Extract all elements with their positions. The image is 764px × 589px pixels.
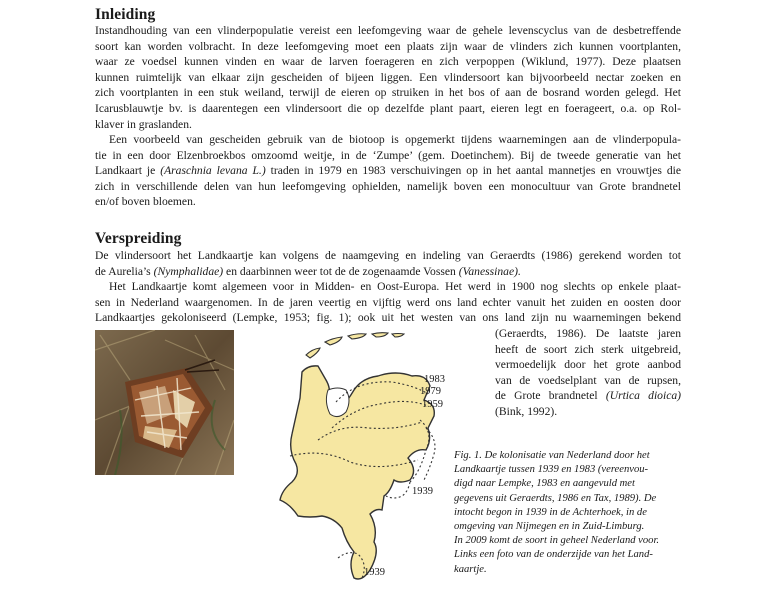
caption-line: digd naar Lempke, 1983 en aangevuld met (454, 478, 635, 490)
text-line: De vlindersoort het Landkaartje kan volgens de naamgeving en indeling van Geraerdts (1986) gerekend worden tot (95, 249, 681, 262)
text-line: zich voortplanten in een stuk weiland, terwijl de eieren op struiken in het bos of aan de bosrand worden gelegd. Het (95, 86, 681, 100)
caption-line: In 2009 komt de soort in geheel Nederland voor. (454, 535, 660, 547)
text-line: van de voedselplant van de rupsen, (495, 373, 681, 387)
text-line: en/of boven bloemen. (95, 195, 196, 209)
text-line: klaver in graslanden. (95, 117, 192, 131)
map-label-1939-south: 1939 (364, 567, 385, 578)
text-line: Icarusblauwtje bv. is daarentegen een vlindersoort die op dezelfde plant paart, eieren legt en foerageert, o.a. op Rol- (95, 101, 681, 115)
caption-line: gegevens uit Geraerdts, 1986 en Tax, 1989). De (454, 492, 657, 504)
map-label-1939-east: 1939 (412, 486, 433, 497)
caption-line: Landkaartje tussen 1939 en 1983 (vereenvou- (454, 464, 649, 476)
mainland-outline (280, 366, 434, 579)
map-label-1983: 1983 (424, 374, 445, 385)
netherlands-map (230, 332, 480, 584)
text-line: zich in verschillende delen van hun leefomgeving ophielden, namelijk boven een monocultuur van Grote brandnetel (95, 179, 681, 193)
text-line: heeft de soort zich sterk uitgebreid, (495, 342, 681, 356)
section-heading-inleiding: Inleiding (95, 6, 156, 23)
inleiding-paragraph-2 (95, 132, 681, 210)
netherlands-map-graphic (230, 332, 480, 584)
inleiding-paragraph-1 (95, 23, 681, 132)
text-line: de Grote brandnetel (Urtica dioica) (495, 389, 682, 403)
plant-name: (Urtica dioica) (605, 389, 682, 403)
map-label-1959: 1959 (422, 399, 443, 410)
text-line: Landkaart je (Araschnia levana L.) traden in 1979 en 1983 verschuivingen op in het aantal mannetjes en vrouwtjes die (95, 164, 682, 178)
text-line: vermoedelijk door het grote aanbod (495, 358, 681, 372)
verspreiding-paragraph-2 (95, 279, 681, 326)
caption-line: Fig. 1. De kolonisatie van Nederland door het (454, 450, 650, 461)
caption-line: Links een foto van de onderzijde van het Land- (454, 549, 653, 561)
caption-line: omgeving van Nijmegen en in Zuid-Limburg. (454, 521, 645, 533)
subfamily-name: (Vanessinae). (458, 264, 521, 278)
caption-line: intocht begon in 1939 in de Achterhoek, in de (454, 506, 647, 518)
text-line: Een voorbeeld van gescheiden gebruik van de biotoop is opgemerkt tijdens waarnemingen aan de vlinderpopula- (109, 133, 681, 146)
family-name: (Nymphalidae) (153, 264, 224, 278)
figure-caption (454, 449, 684, 577)
text-line: de Aurelia’s (Nymphalidae) en daarbinnen weer tot de de zogenaamde Vossen (Vanessinae). (95, 264, 521, 278)
text-line: (Bink, 1992). (495, 404, 558, 418)
butterfly-photo-graphic (95, 330, 234, 475)
text-line: Instandhouding van een vlinderpopulatie vereist een leefomgeving waar de gehele levenscyclus van de desbetreffende (95, 24, 681, 37)
text-line: soort kan worden volbracht. In deze leefomgeving moet een plaats zijn waar de vlinders zich kunnen voortplanten, (95, 39, 681, 53)
section-heading-verspreiding: Verspreiding (95, 230, 182, 247)
text-line: Het Landkaartje komt algemeen voor in Midden- en Oost-Europa. Het werd in 1900 nog slechts op enkele plaat- (109, 280, 681, 293)
text-line: waar ze voedsel kunnen vinden en waar de larven foerageren en zich verpoppen (Wiklund, 1977). Deze plaatsen (95, 55, 681, 69)
species-name: (Araschnia levana L.) (160, 164, 266, 178)
wadden-islands (306, 333, 404, 358)
text-line: sen in Nederland waargenomen. In de jaren veertig en vijftig werd ons land echter vanuit het zuiden en oosten door (95, 295, 681, 309)
caption-line: kaartje. (454, 563, 487, 575)
text-line: Landkaartjes gekoloniseerd (Lempke, 1953; fig. 1); ook uit het westen van ons land zijn nu waarnemingen bekend (95, 311, 681, 325)
verspreiding-paragraph-2-continued (495, 326, 681, 420)
butterfly-photo (95, 330, 234, 475)
map-label-1979: 1979 (420, 386, 441, 397)
text-line: kunnen ruimtelijk van elkaar zijn gescheiden of bijeen liggen. Een vlindersoort kan bijvoorbeeld nectar zoeken en (95, 70, 681, 84)
text-line: (Geraerdts, 1986). De laatste jaren (495, 327, 681, 340)
text-line: tie in een door Elzenbroekbos omzoomd weitje, in de ‘Zumpe’ (gem. Doetinchem). Bij de tweede generatie van het (95, 148, 681, 162)
verspreiding-paragraph-1 (95, 248, 681, 279)
